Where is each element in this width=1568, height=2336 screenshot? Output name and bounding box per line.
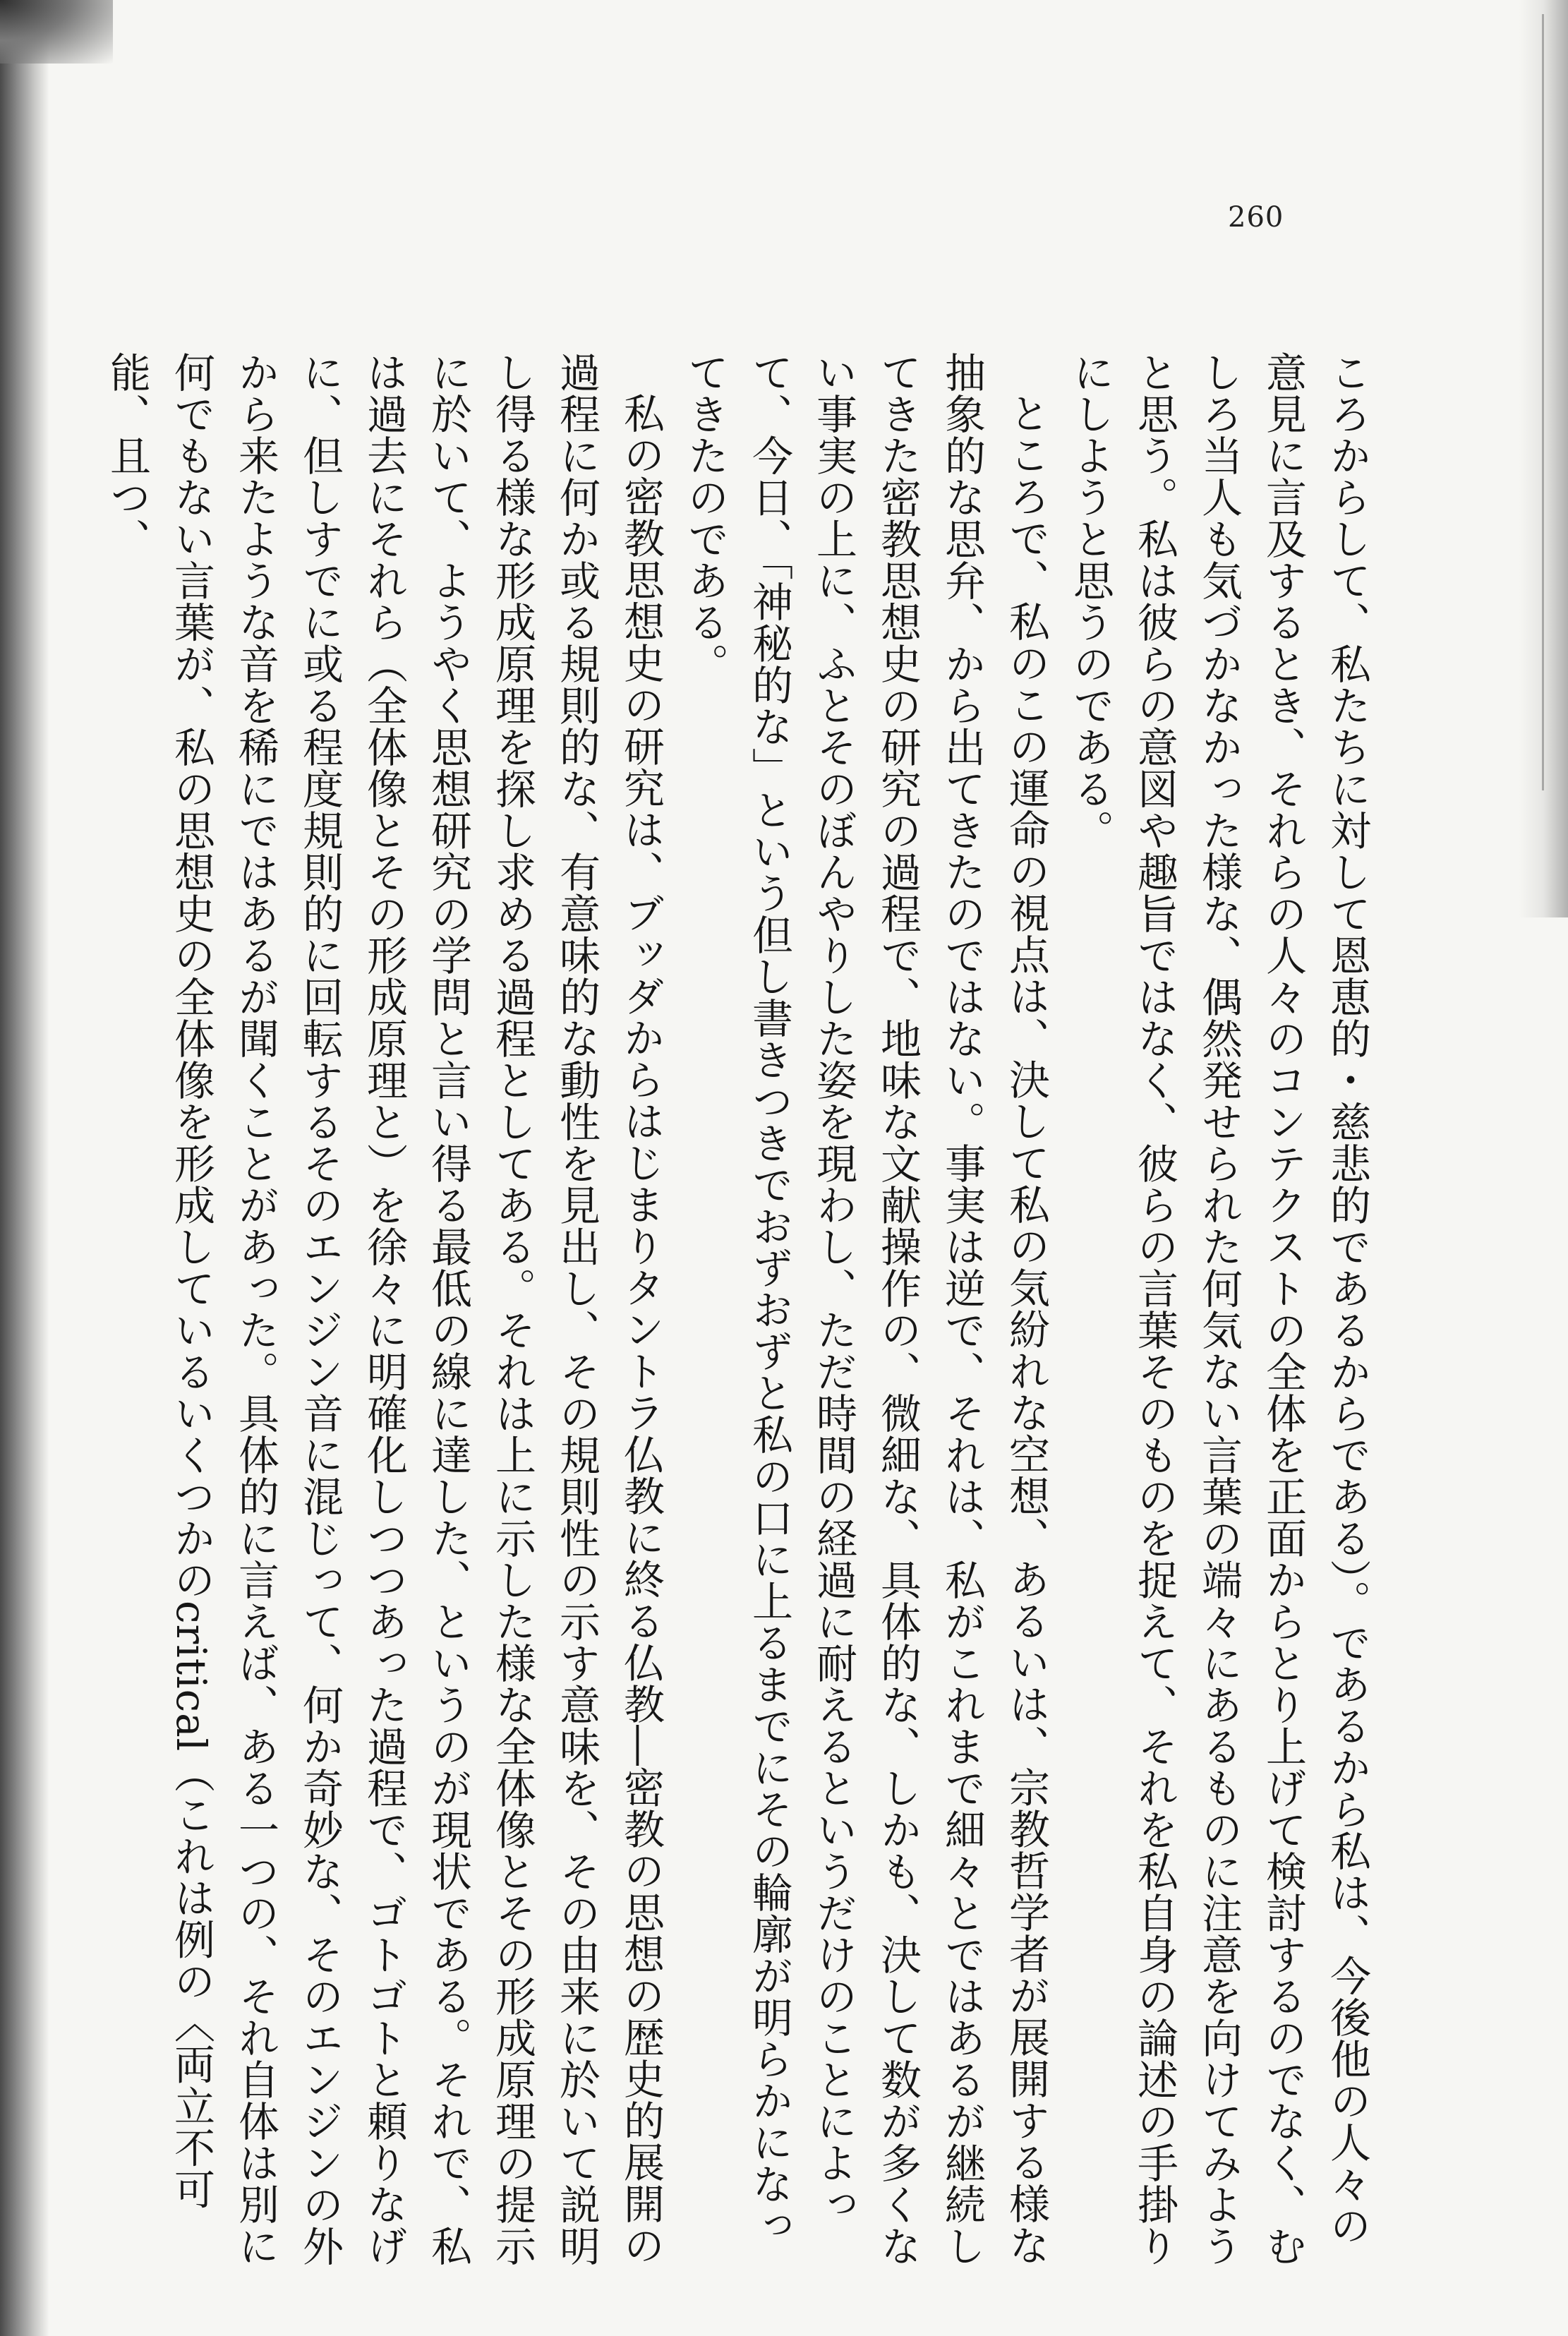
scan-edge-line xyxy=(1542,14,1544,790)
scan-shadow-left xyxy=(0,0,49,2336)
page-number: 260 xyxy=(1228,201,1284,234)
body-text xyxy=(95,351,1379,2285)
scan-shadow-corner xyxy=(0,0,113,64)
paragraph: ところで、私のこの運命の視点は、決して私の気紛れな空想、あるいは、宗教哲学者が展開する様な抽象的な思弁、から出てきたのではない。事実は逆で、それは、私がこれまで細々とではあるが継続してきた密教思想史の研究の過程で、地味な文献操作の、微細な、具体的な、しかも、決して数が多くない事実の上に、ふとそのぼんやりした姿を現わし、ただ時間の経過に耐えるというだけのことによって、今日、「神秘的な」という但し書きつきでおずおずと私の口に上るまでにその輪廓が明らかになってきたのである。 xyxy=(681,351,1050,2267)
paragraph: ころからして、私たちに対して恩恵的・慈悲的であるからである）。であるから私は、今後他の人々の意見に言及するとき、それらの人々のコンテクストの全体を正面からとり上げて検討するのでなく、むしろ当人も気づかなかった様な、偶然発せられた何気ない言葉の端々にあるものに注意を向けてみようと思う。私は彼らの意図や趣旨ではなく、彼らの言葉そのものを捉えて、それを私自身の論述の手掛りにしようと思うのである。 xyxy=(1066,351,1371,2267)
paragraph: 私の密教思想史の研究は、ブッダからはじまりタントラ仏教に終る仏教―密教の思想の歴史的展開の過程に何か或る規則的な、有意味的な動性を見出し、その規則性の示す意味を、その由来に於いて説明し得る様な形成原理を探し求める過程としてある。それは上に示した様な全体像とその形成原理の提示に於いて、ようやく思想研究の学問と言い得る最低の線に達した、というのが現状である。それで、私は過去にそれら（全体像とその形成原理と）を徐々に明確化しつつあった過程で、ゴトゴトと頼りなげに、但しすでに或る程度規則的に回転するそのエンジン音に混じって、何か奇妙な、そのエンジンの外から来たような音を稀にではあるが聞くことがあった。具体的に言えば、ある一つの、それ自体は別に何でもない言葉が、私の思想史の全体像を形成しているいくつかのcritical（これは例の〈両立不可能、且つ、 xyxy=(103,351,665,2267)
